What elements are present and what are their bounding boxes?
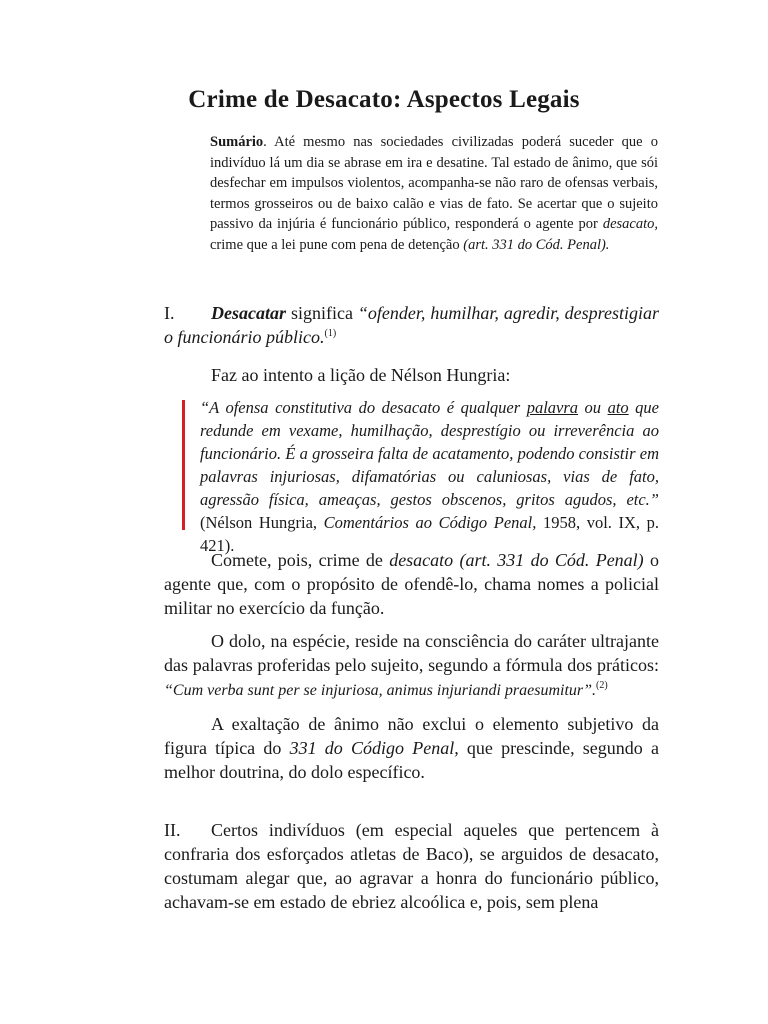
quote-citation-1: (Nélson Hungria, bbox=[200, 513, 324, 532]
summary-paragraph bbox=[210, 132, 658, 255]
paragraph-dolo bbox=[164, 629, 659, 703]
section-1-term: Desacatar bbox=[211, 303, 286, 323]
quote-word-ato: ato bbox=[607, 398, 629, 417]
paragraph-dolo-latin: “Cum verba sunt per se injuriosa, animus injuriandi praesumitur”. bbox=[164, 682, 597, 699]
summary-italic-desacato: desacato, bbox=[602, 216, 658, 232]
paragraph-exaltacao-text-1: A exaltação de ânimo não exclui o elemento subjetivo da figura típica do bbox=[164, 714, 659, 758]
paragraph-exaltacao-italic: 331 do Código Penal, bbox=[289, 738, 459, 758]
quote-text-1: “A ofensa constitutiva do desacato é qualquer bbox=[200, 398, 527, 417]
paragraph-crime-text-2: o agente que, com o propósito de ofendê-lo, chama nomes a policial militar no exercício da função. bbox=[164, 550, 659, 618]
section-1-paragraph bbox=[164, 301, 659, 349]
paragraph-exaltacao bbox=[164, 712, 659, 784]
summary-text-2: crime que a lei pune com pena de detenção bbox=[210, 236, 464, 253]
section-number: I. bbox=[164, 303, 175, 323]
paragraph-exaltacao-text-2: que prescinde, segundo a melhor doutrina, do dolo específico. bbox=[164, 738, 659, 782]
quote-text-3: que redunde em vexame, humilhação, desprestígio ou irreverência ao funcionário. É a grosseira falta de acatamento, podendo consistir em palavras injuriosas, difamatórias ou caluniosas, vias de fato, agressão física, ameaças, gestos obscenos, gritos agudos, etc.” bbox=[200, 398, 659, 509]
quote-intro-paragraph: Faz ao intento a lição de Nélson Hungria: bbox=[211, 365, 511, 385]
quote-citation-book: Comentários ao Código Penal, bbox=[323, 513, 537, 532]
blockquote-bar bbox=[182, 400, 185, 530]
section-1-text: significa bbox=[286, 303, 358, 323]
blockquote bbox=[200, 396, 659, 557]
paragraph-crime bbox=[164, 548, 659, 620]
section-number-2: II. bbox=[164, 820, 181, 840]
paragraph-crime-italic: desacato (art. 331 do Cód. Penal) bbox=[389, 550, 644, 570]
section-1-definition: “ofender, humilhar, agredir, desprestigiar o funcionário público. bbox=[164, 303, 659, 347]
document-title: Crime de Desacato: Aspectos Legais bbox=[188, 86, 580, 113]
quote-citation-2: 1958, vol. IX, p. 421). bbox=[200, 513, 659, 555]
footnote-ref-1: (1) bbox=[324, 328, 337, 339]
paragraph-crime-text-1: Comete, pois, crime de bbox=[211, 550, 390, 570]
summary-text: . Até mesmo nas sociedades civilizadas poderá suceder que o indivíduo lá um dia se abrase em ira e desatine. Tal estado de ânimo, que sói desfechar em impulsos violentos, acompanha-se não raro de ofensas verbais, termos grosseiros ou de baixo calão e vias de fato. Se acertar que o sujeito passivo da injúria é funcionário público, responderá o agente por bbox=[210, 134, 658, 232]
quote-text-2: ou bbox=[578, 398, 608, 417]
paragraph-dolo-text: O dolo, na espécie, reside na consciência do caráter ultrajante das palavras proferidas pelo sujeito, segundo a fórmula dos práticos: bbox=[164, 631, 659, 675]
section-2-text: Certos indivíduos (em especial aqueles que pertencem à confraria dos esforçados atletas de Baco), se arguidos de desacato, costumam alegar que, ao agravar a honra do funcionário público, achavam-se em estado de ebriez alcoólica e, pois, sem plena bbox=[164, 820, 659, 912]
summary-italic-article: (art. 331 do Cód. Penal). bbox=[463, 236, 610, 253]
section-2-paragraph bbox=[164, 818, 659, 914]
footnote-ref-2: (2) bbox=[596, 680, 608, 691]
summary-label: Sumário bbox=[210, 134, 264, 150]
quote-word-palavra: palavra bbox=[526, 398, 579, 417]
